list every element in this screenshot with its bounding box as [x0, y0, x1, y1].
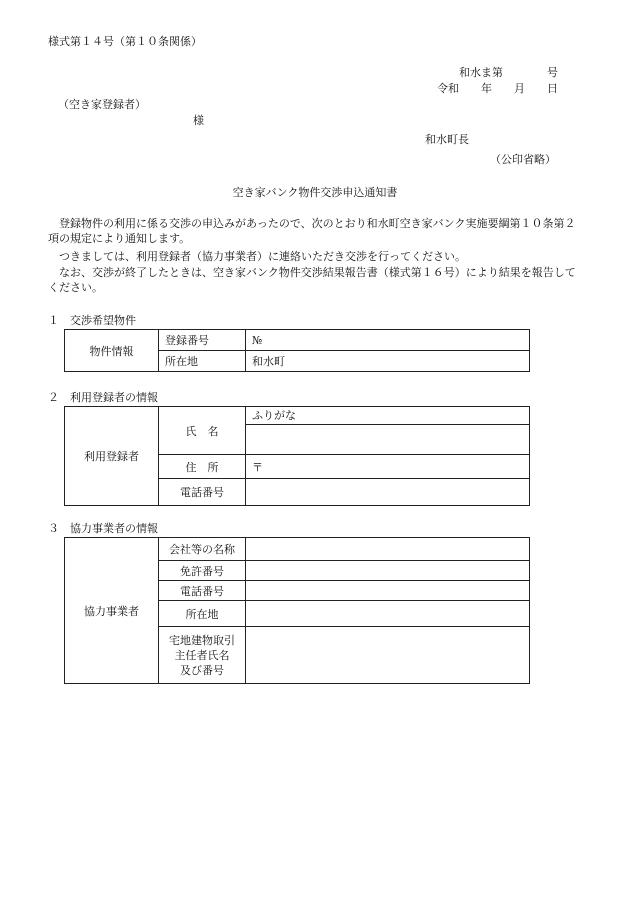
user-phone-label: 電話番号 [159, 479, 246, 506]
user-name-field [246, 425, 530, 455]
notice-number: 和水ま第 号 [459, 66, 558, 79]
body-paragraph-3: なお、交渉が終了したときは、空き家バンク物件交渉結果報告書（様式第１６号）により結果を報告してください。 [48, 266, 576, 294]
company-name-label: 会社等の名称 [159, 538, 246, 561]
date-line: 令和 年 月 日 [437, 82, 558, 95]
user-table [64, 406, 530, 506]
seal-note: （公印省略） [490, 153, 556, 166]
broker-field [246, 627, 530, 684]
user-name-label: 氏 名 [159, 407, 246, 455]
property-location-label: 所在地 [159, 351, 246, 372]
user-address-label: 住 所 [159, 455, 246, 479]
broker-label [159, 627, 246, 684]
furigana-field: ふりがな [246, 407, 530, 425]
property-group-label: 物件情報 [65, 330, 159, 372]
license-number-field [246, 561, 530, 581]
broker-label-line-1: 宅地建物取引 [169, 633, 235, 647]
section2-heading: ２ 利用登録者の情報 [48, 391, 158, 404]
user-group-label: 利用登録者 [65, 407, 159, 506]
honorific: 様 [193, 114, 204, 127]
business-table [64, 537, 530, 684]
business-group-label: 協力事業者 [65, 538, 159, 684]
section3-heading: ３ 協力事業者の情報 [48, 522, 158, 535]
registration-number-field: № [246, 330, 530, 351]
body-paragraph-2: つきましては、利用登録者（協力事業者）に連絡いただき交渉を行ってください。 [59, 250, 466, 263]
user-address-field: 〒 [246, 455, 530, 479]
property-location-field: 和水町 [246, 351, 530, 372]
addressee-role: （空き家登録者） [58, 98, 146, 111]
license-number-label: 免許番号 [159, 561, 246, 581]
document-title: 空き家バンク物件交渉申込通知書 [232, 186, 398, 199]
business-phone-field [246, 581, 530, 601]
business-phone-label: 電話番号 [159, 581, 246, 601]
section1-heading: １ 交渉希望物件 [48, 314, 136, 327]
issuer-name: 和水町長 [425, 133, 469, 146]
broker-label-line-3: 及び番号 [180, 663, 224, 677]
form-number: 様式第１４号（第１０条関係） [48, 35, 202, 48]
user-phone-field [246, 479, 530, 506]
business-location-label: 所在地 [159, 601, 246, 627]
company-name-field [246, 538, 530, 561]
body-paragraph-1: 登録物件の利用に係る交渉の申込みがあったので、次のとおり和水町空き家バンク実施要綱第１０条第２項の規定により通知します。 [48, 217, 576, 245]
registration-number-label: 登録番号 [159, 330, 246, 351]
broker-label-line-2: 主任者氏名 [174, 648, 230, 662]
business-location-field [246, 601, 530, 627]
property-table [64, 329, 530, 372]
